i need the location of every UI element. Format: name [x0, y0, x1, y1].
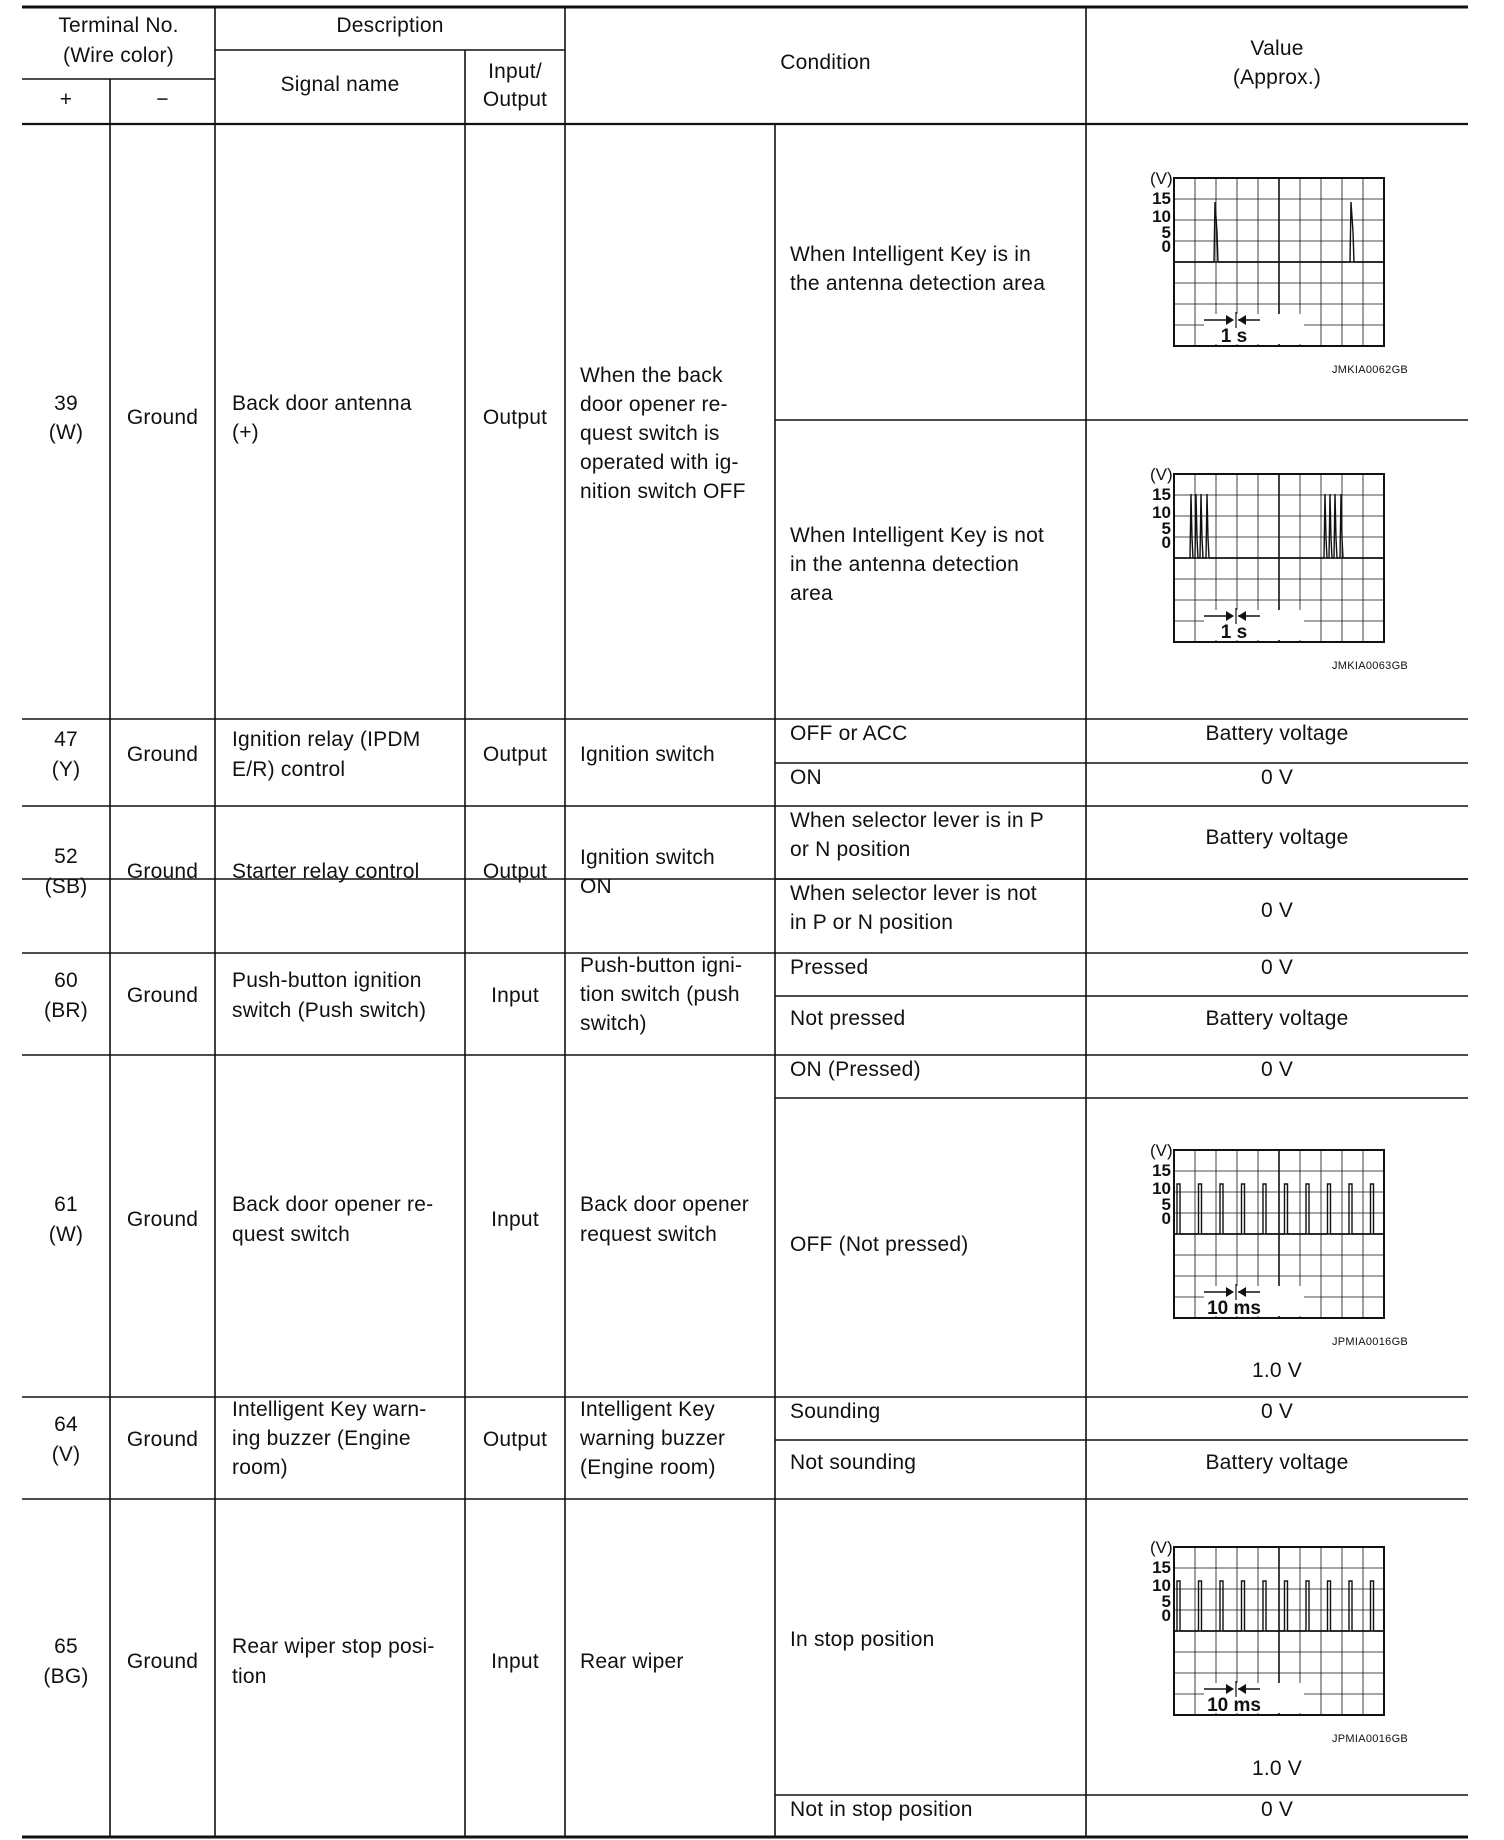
row39-sub1-2: the antenna detection area — [790, 272, 1046, 295]
row65-condition: Rear wiper — [580, 1650, 684, 1673]
row39-code2: JMKIA0063GB — [1332, 660, 1409, 672]
svg-text:(V): (V) — [1150, 1538, 1173, 1557]
row39-condition-2: door opener re- — [580, 393, 728, 416]
waveform-rear-wiper-stop — [1130, 1535, 1392, 1735]
row64-wire: (V) — [51, 1443, 81, 1466]
row39-sub2-3: area — [790, 582, 833, 605]
row61-signal-1: Back door opener re- — [232, 1193, 434, 1216]
svg-text:15: 15 — [1152, 485, 1171, 504]
row60-wire: (BR) — [44, 999, 88, 1022]
row61-ground: Ground — [126, 1208, 199, 1231]
svg-text:5: 5 — [1161, 223, 1171, 242]
svg-text:10: 10 — [1152, 1179, 1171, 1198]
row39-terminal: 39 — [54, 392, 78, 415]
row64-terminal: 64 — [54, 1413, 78, 1436]
svg-text:10: 10 — [1152, 503, 1171, 522]
row52-condition-1: Ignition switch — [580, 846, 715, 869]
row52-terminal: 52 — [54, 845, 78, 868]
row52-ground: Ground — [126, 860, 199, 883]
row47-sub2: ON — [790, 766, 822, 789]
row47-sub1: OFF or ACC — [790, 722, 908, 745]
header-value-line1: Value — [1250, 37, 1304, 60]
svg-text:0: 0 — [1161, 1606, 1171, 1625]
row60-sub2: Not pressed — [790, 1007, 906, 1030]
row47-terminal: 47 — [54, 728, 78, 751]
row47-signal-1: Ignition relay (IPDM — [232, 728, 421, 751]
row39-signal-2: (+) — [232, 421, 259, 444]
row52-signal: Starter relay control — [232, 860, 420, 883]
row65-signal-2: tion — [232, 1665, 267, 1688]
row39-sub2-2: in the antenna detection — [790, 553, 1019, 576]
row47-val1: Battery voltage — [1205, 722, 1349, 745]
row47-val2: 0 V — [1260, 766, 1294, 789]
header-signal-name: Signal name — [280, 73, 400, 96]
header-io-line1: Input/ — [488, 60, 542, 83]
row39-condition-4: operated with ig- — [580, 451, 739, 474]
svg-text:0: 0 — [1161, 1209, 1171, 1228]
row39-sub1-1: When Intelligent Key is in — [790, 243, 1031, 266]
svg-text:10 ms: 10 ms — [1207, 1298, 1261, 1319]
row61-code2: JPMIA0016GB — [1332, 1336, 1409, 1348]
row64-condition-1: Intelligent Key — [580, 1398, 715, 1421]
row39-condition-5: nition switch OFF — [580, 480, 746, 503]
row39-signal-1: Back door antenna — [232, 392, 412, 415]
svg-text:5: 5 — [1161, 1592, 1171, 1611]
row52-sub2-1: When selector lever is not — [790, 882, 1037, 905]
row52-val1: Battery voltage — [1205, 826, 1349, 849]
row52-condition-2: ON — [580, 875, 612, 898]
row52-io: Output — [482, 860, 548, 883]
header-terminal-no: Terminal No. — [58, 14, 179, 37]
row64-io: Output — [482, 1428, 548, 1451]
row52-sub1-2: or N position — [790, 838, 911, 861]
row60-condition-2: tion switch (push — [580, 983, 740, 1006]
svg-text:0: 0 — [1161, 237, 1171, 256]
row39-ground: Ground — [126, 406, 199, 429]
svg-text:10: 10 — [1152, 1576, 1171, 1595]
row52-sub2-2: in P or N position — [790, 911, 954, 934]
row64-ground: Ground — [126, 1428, 199, 1451]
row65-io: Input — [491, 1650, 539, 1673]
header-plus: + — [59, 88, 73, 111]
row61-terminal: 61 — [54, 1193, 78, 1216]
svg-text:(V): (V) — [1150, 1141, 1173, 1160]
svg-text:10 ms: 10 ms — [1207, 1695, 1261, 1716]
row65-sub2: Not in stop position — [790, 1798, 973, 1821]
svg-text:1 s: 1 s — [1220, 326, 1248, 347]
row47-ground: Ground — [126, 743, 199, 766]
row64-sub1: Sounding — [790, 1400, 881, 1423]
row65-wire: (BG) — [43, 1665, 89, 1688]
row64-condition-3: (Engine room) — [580, 1456, 716, 1479]
row60-condition-3: switch) — [580, 1012, 647, 1035]
row47-condition: Ignition switch — [580, 743, 715, 766]
header-io-line2: Output — [482, 88, 548, 111]
row39-code1: JMKIA0062GB — [1332, 364, 1409, 376]
header-condition: Condition — [780, 51, 871, 74]
svg-text:15: 15 — [1152, 1558, 1171, 1577]
row47-io: Output — [482, 743, 548, 766]
row65-signal-1: Rear wiper stop posi- — [232, 1635, 435, 1658]
svg-text:10: 10 — [1152, 207, 1171, 226]
row60-ground: Ground — [126, 984, 199, 1007]
row65-val1: 1.0 V — [1251, 1757, 1303, 1780]
row61-signal-2: quest switch — [232, 1223, 350, 1246]
row61-val2: 1.0 V — [1251, 1359, 1303, 1382]
row60-terminal: 60 — [54, 969, 78, 992]
row64-val2: Battery voltage — [1205, 1451, 1349, 1474]
row39-io: Output — [482, 406, 548, 429]
header-minus: − — [156, 88, 169, 111]
svg-text:5: 5 — [1161, 1195, 1171, 1214]
svg-text:(V): (V) — [1150, 465, 1173, 484]
row65-val2: 0 V — [1260, 1798, 1294, 1821]
waveform-antenna-in-area — [1130, 166, 1392, 366]
waveform-antenna-not-in-area — [1130, 462, 1392, 662]
row65-code1: JPMIA0016GB — [1332, 1733, 1409, 1745]
row39-condition-3: quest switch is — [580, 422, 720, 445]
row64-val1: 0 V — [1260, 1400, 1294, 1423]
row60-val2: Battery voltage — [1205, 1007, 1349, 1030]
row64-sub2: Not sounding — [790, 1451, 917, 1474]
row61-condition-2: request switch — [580, 1223, 718, 1246]
row65-sub1: In stop position — [790, 1628, 935, 1651]
row64-signal-1: Intelligent Key warn- — [232, 1398, 427, 1421]
row60-sub1: Pressed — [790, 956, 869, 979]
row47-wire: (Y) — [51, 758, 81, 781]
row52-sub1-1: When selector lever is in P — [790, 809, 1044, 832]
row60-signal-2: switch (Push switch) — [232, 999, 427, 1022]
row61-wire: (W) — [48, 1223, 84, 1246]
waveform-back-door-switch-off — [1130, 1138, 1392, 1338]
row39-sub2-1: When Intelligent Key is not — [790, 524, 1045, 547]
svg-text:15: 15 — [1152, 1161, 1171, 1180]
svg-text:(V): (V) — [1150, 169, 1173, 188]
svg-text:5: 5 — [1161, 519, 1171, 538]
row60-io: Input — [491, 984, 539, 1007]
svg-text:15: 15 — [1152, 189, 1171, 208]
row61-val1: 0 V — [1260, 1058, 1294, 1081]
row64-signal-3: room) — [232, 1456, 288, 1479]
row60-val1: 0 V — [1260, 956, 1294, 979]
row64-signal-2: ing buzzer (Engine — [232, 1427, 411, 1450]
svg-text:1 s: 1 s — [1220, 622, 1248, 643]
row52-val2: 0 V — [1260, 899, 1294, 922]
row39-condition-1: When the back — [580, 364, 723, 387]
row60-signal-1: Push-button ignition — [232, 969, 422, 992]
row61-sub2: OFF (Not pressed) — [790, 1233, 969, 1256]
row65-terminal: 65 — [54, 1635, 78, 1658]
row61-sub1: ON (Pressed) — [790, 1058, 921, 1081]
row64-condition-2: warning buzzer — [580, 1427, 726, 1450]
row47-signal-2: E/R) control — [232, 758, 346, 781]
row61-condition-1: Back door opener — [580, 1193, 749, 1216]
header-value-line2: (Approx.) — [1232, 66, 1322, 89]
header-wire-color: (Wire color) — [63, 44, 174, 67]
row60-condition-1: Push-button igni- — [580, 954, 743, 977]
row52-wire: (SB) — [44, 875, 88, 898]
row61-io: Input — [491, 1208, 539, 1231]
header-description: Description — [336, 14, 444, 37]
svg-text:0: 0 — [1161, 533, 1171, 552]
row65-ground: Ground — [126, 1650, 199, 1673]
row39-wire: (W) — [48, 421, 84, 444]
